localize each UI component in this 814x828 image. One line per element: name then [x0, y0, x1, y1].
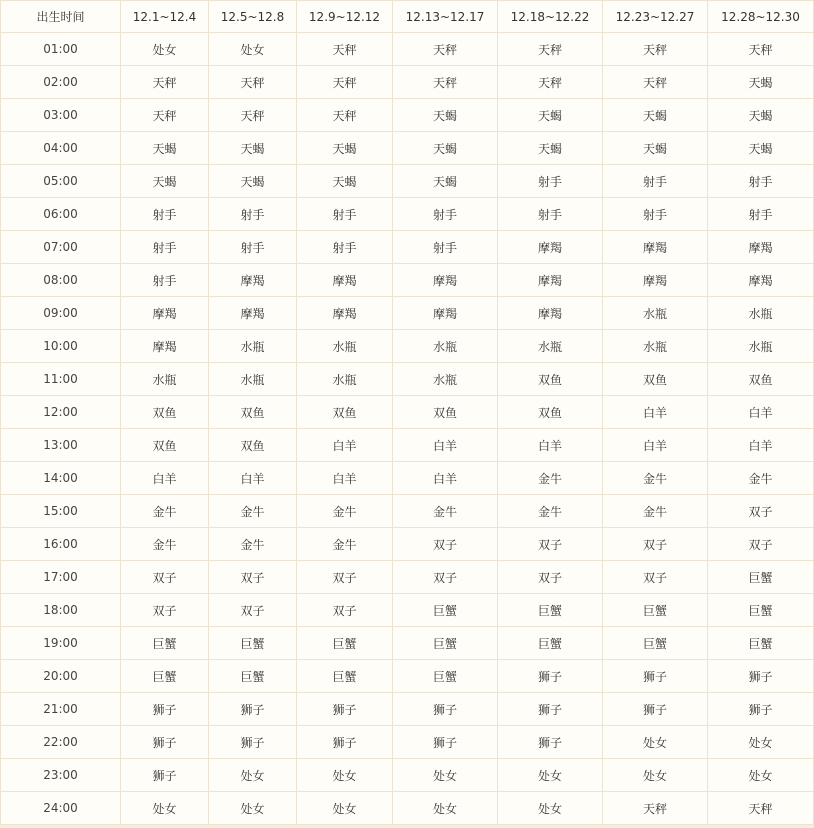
rising-sign-cell: 狮子 — [297, 693, 393, 726]
rising-sign-cell: 摩羯 — [393, 264, 498, 297]
rising-sign-cell: 金牛 — [603, 462, 708, 495]
table-row — [1, 495, 814, 528]
rising-sign-cell: 巨蟹 — [603, 627, 708, 660]
birth-time-cell: 03:00 — [1, 99, 121, 132]
rising-sign-cell: 处女 — [708, 726, 814, 759]
rising-sign-cell: 金牛 — [603, 495, 708, 528]
rising-sign-cell: 天秤 — [603, 66, 708, 99]
birth-time-cell: 19:00 — [1, 627, 121, 660]
table-row — [1, 132, 814, 165]
rising-sign-cell: 天蝎 — [708, 99, 814, 132]
table-row — [1, 396, 814, 429]
rising-sign-cell: 巨蟹 — [121, 627, 209, 660]
table-row — [1, 429, 814, 462]
rising-sign-cell: 射手 — [708, 198, 814, 231]
rising-sign-cell: 双鱼 — [121, 429, 209, 462]
table-row — [1, 231, 814, 264]
rising-sign-cell: 金牛 — [121, 528, 209, 561]
rising-sign-cell: 天蝎 — [393, 99, 498, 132]
rising-sign-cell: 天蝎 — [498, 132, 603, 165]
rising-sign-cell: 射手 — [603, 198, 708, 231]
rising-sign-cell: 摩羯 — [603, 231, 708, 264]
table-row — [1, 330, 814, 363]
rising-sign-cell: 巨蟹 — [209, 660, 297, 693]
rising-sign-cell: 狮子 — [603, 693, 708, 726]
rising-sign-cell: 摩羯 — [121, 297, 209, 330]
rising-sign-cell: 金牛 — [393, 495, 498, 528]
rising-sign-cell: 水瓶 — [393, 363, 498, 396]
rising-sign-cell: 摩羯 — [297, 264, 393, 297]
birth-time-cell: 09:00 — [1, 297, 121, 330]
rising-sign-cell: 金牛 — [209, 528, 297, 561]
rising-sign-cell: 狮子 — [209, 693, 297, 726]
birth-time-cell: 23:00 — [1, 759, 121, 792]
rising-sign-cell: 天蝎 — [708, 132, 814, 165]
rising-sign-cell: 双鱼 — [498, 363, 603, 396]
rising-sign-cell: 水瓶 — [603, 297, 708, 330]
rising-sign-cell: 天秤 — [121, 99, 209, 132]
rising-sign-cell: 双子 — [498, 561, 603, 594]
table-row — [1, 627, 814, 660]
table-row — [1, 693, 814, 726]
rising-sign-cell: 射手 — [121, 231, 209, 264]
rising-sign-cell: 巨蟹 — [393, 660, 498, 693]
rising-sign-cell: 天秤 — [708, 33, 814, 66]
rising-sign-cell: 水瓶 — [209, 330, 297, 363]
rising-sign-cell: 处女 — [121, 33, 209, 66]
rising-sign-cell: 天秤 — [603, 792, 708, 825]
rising-sign-cell: 摩羯 — [603, 264, 708, 297]
rising-sign-cell: 射手 — [121, 198, 209, 231]
table-header — [1, 1, 814, 33]
rising-sign-cell: 金牛 — [498, 462, 603, 495]
rising-sign-cell: 天蝎 — [209, 132, 297, 165]
rising-sign-cell: 射手 — [209, 198, 297, 231]
rising-sign-cell: 处女 — [209, 792, 297, 825]
rising-sign-cell: 狮子 — [393, 726, 498, 759]
rising-sign-cell: 双子 — [393, 561, 498, 594]
rising-sign-cell: 天蝎 — [708, 66, 814, 99]
table-row — [1, 594, 814, 627]
rising-sign-cell: 巨蟹 — [708, 594, 814, 627]
header-date-range: 12.5~12.8 — [209, 1, 297, 33]
rising-sign-cell: 双子 — [393, 528, 498, 561]
rising-sign-cell: 双鱼 — [708, 363, 814, 396]
rising-sign-cell: 狮子 — [393, 693, 498, 726]
rising-sign-cell: 白羊 — [121, 462, 209, 495]
header-date-range: 12.18~12.22 — [498, 1, 603, 33]
rising-sign-cell: 双鱼 — [603, 363, 708, 396]
rising-sign-cell: 天秤 — [498, 33, 603, 66]
rising-sign-cell: 双子 — [209, 594, 297, 627]
header-date-range: 12.28~12.30 — [708, 1, 814, 33]
rising-sign-cell: 狮子 — [498, 660, 603, 693]
rising-sign-cell: 金牛 — [297, 528, 393, 561]
rising-sign-cell: 双鱼 — [121, 396, 209, 429]
table-row — [1, 726, 814, 759]
rising-sign-cell: 白羊 — [708, 396, 814, 429]
rising-sign-cell: 双鱼 — [209, 429, 297, 462]
rising-sign-cell: 摩羯 — [297, 297, 393, 330]
rising-sign-cell: 双子 — [121, 594, 209, 627]
rising-sign-cell: 狮子 — [121, 726, 209, 759]
rising-sign-cell: 天蝎 — [297, 165, 393, 198]
rising-sign-cell: 天蝎 — [603, 99, 708, 132]
birth-time-cell: 22:00 — [1, 726, 121, 759]
rising-sign-cell: 双鱼 — [209, 396, 297, 429]
rising-sign-cell: 巨蟹 — [708, 627, 814, 660]
rising-sign-cell: 摩羯 — [708, 264, 814, 297]
rising-sign-cell: 金牛 — [297, 495, 393, 528]
rising-sign-cell: 巨蟹 — [297, 660, 393, 693]
rising-sign-cell: 天蝎 — [498, 99, 603, 132]
rising-sign-cell: 狮子 — [708, 660, 814, 693]
rising-sign-cell: 处女 — [498, 759, 603, 792]
rising-sign-cell: 摩羯 — [209, 297, 297, 330]
birth-time-cell: 15:00 — [1, 495, 121, 528]
header-row — [1, 1, 814, 33]
rising-sign-cell: 巨蟹 — [121, 660, 209, 693]
rising-sign-cell: 狮子 — [209, 726, 297, 759]
birth-time-cell: 05:00 — [1, 165, 121, 198]
birth-time-cell: 13:00 — [1, 429, 121, 462]
rising-sign-cell: 水瓶 — [297, 363, 393, 396]
rising-sign-cell: 处女 — [498, 792, 603, 825]
rising-sign-cell: 射手 — [393, 198, 498, 231]
birth-time-cell: 18:00 — [1, 594, 121, 627]
rising-sign-cell: 双子 — [121, 561, 209, 594]
birth-time-cell: 10:00 — [1, 330, 121, 363]
rising-sign-cell: 射手 — [297, 231, 393, 264]
header-date-range: 12.9~12.12 — [297, 1, 393, 33]
rising-sign-cell: 双鱼 — [393, 396, 498, 429]
rising-sign-cell: 天蝎 — [297, 132, 393, 165]
birth-time-cell: 06:00 — [1, 198, 121, 231]
rising-sign-cell: 水瓶 — [209, 363, 297, 396]
rising-sign-cell: 狮子 — [498, 726, 603, 759]
rising-sign-cell: 白羊 — [603, 429, 708, 462]
rising-sign-cell: 双子 — [603, 561, 708, 594]
rising-sign-cell: 摩羯 — [393, 297, 498, 330]
table-row — [1, 165, 814, 198]
rising-sign-cell: 水瓶 — [708, 330, 814, 363]
rising-sign-cell: 处女 — [393, 759, 498, 792]
rising-sign-cell: 白羊 — [393, 462, 498, 495]
rising-sign-cell: 双子 — [708, 495, 814, 528]
rising-sign-cell: 双子 — [498, 528, 603, 561]
rising-sign-cell: 双子 — [297, 561, 393, 594]
rising-sign-cell: 射手 — [393, 231, 498, 264]
table-row — [1, 528, 814, 561]
rising-sign-cell: 巨蟹 — [498, 594, 603, 627]
header-date-range: 12.1~12.4 — [121, 1, 209, 33]
rising-sign-cell: 巨蟹 — [297, 627, 393, 660]
rising-sign-cell: 天秤 — [297, 99, 393, 132]
table-row — [1, 33, 814, 66]
rising-sign-cell: 金牛 — [209, 495, 297, 528]
rising-sign-cell: 水瓶 — [297, 330, 393, 363]
rising-sign-cell: 处女 — [297, 759, 393, 792]
rising-sign-cell: 摩羯 — [708, 231, 814, 264]
birth-time-cell: 21:00 — [1, 693, 121, 726]
table-row — [1, 792, 814, 825]
birth-time-cell: 24:00 — [1, 792, 121, 825]
table-row — [1, 264, 814, 297]
rising-sign-cell: 处女 — [297, 792, 393, 825]
birth-time-cell: 20:00 — [1, 660, 121, 693]
table-body — [1, 33, 814, 825]
header-birth-time: 出生时间 — [1, 1, 121, 33]
rising-sign-cell: 巨蟹 — [708, 561, 814, 594]
rising-sign-cell: 天蝎 — [393, 165, 498, 198]
table-row — [1, 198, 814, 231]
rising-sign-cell: 水瓶 — [498, 330, 603, 363]
table-row — [1, 462, 814, 495]
rising-sign-cell: 狮子 — [603, 660, 708, 693]
rising-sign-cell: 天秤 — [297, 33, 393, 66]
rising-sign-cell: 射手 — [209, 231, 297, 264]
rising-sign-cell: 射手 — [121, 264, 209, 297]
table-row — [1, 297, 814, 330]
birth-time-cell: 08:00 — [1, 264, 121, 297]
rising-sign-cell: 天秤 — [393, 33, 498, 66]
rising-sign-cell: 白羊 — [297, 462, 393, 495]
rising-sign-cell: 金牛 — [498, 495, 603, 528]
rising-sign-cell: 狮子 — [498, 693, 603, 726]
rising-sign-cell: 处女 — [121, 792, 209, 825]
header-date-range: 12.23~12.27 — [603, 1, 708, 33]
rising-sign-cell: 天秤 — [209, 99, 297, 132]
rising-sign-cell: 白羊 — [498, 429, 603, 462]
rising-sign-cell: 金牛 — [121, 495, 209, 528]
rising-sign-cell: 双子 — [603, 528, 708, 561]
rising-sign-cell: 巨蟹 — [393, 627, 498, 660]
rising-sign-cell: 摩羯 — [498, 231, 603, 264]
table-row — [1, 759, 814, 792]
rising-sign-cell: 巨蟹 — [498, 627, 603, 660]
rising-sign-cell: 处女 — [603, 759, 708, 792]
table-row — [1, 660, 814, 693]
rising-sign-cell: 摩羯 — [498, 264, 603, 297]
rising-sign-cell: 水瓶 — [708, 297, 814, 330]
table-row — [1, 66, 814, 99]
rising-sign-cell: 双鱼 — [498, 396, 603, 429]
rising-sign-cell: 天蝎 — [121, 132, 209, 165]
rising-sign-cell: 巨蟹 — [393, 594, 498, 627]
birth-time-cell: 01:00 — [1, 33, 121, 66]
rising-sign-cell: 处女 — [603, 726, 708, 759]
rising-sign-cell: 处女 — [209, 33, 297, 66]
rising-sign-cell: 处女 — [209, 759, 297, 792]
rising-sign-cell: 双子 — [297, 594, 393, 627]
rising-sign-cell: 天秤 — [498, 66, 603, 99]
birth-time-cell: 12:00 — [1, 396, 121, 429]
rising-sign-cell: 双子 — [209, 561, 297, 594]
rising-sign-cell: 狮子 — [708, 693, 814, 726]
birth-time-cell: 16:00 — [1, 528, 121, 561]
table-row — [1, 99, 814, 132]
rising-sign-cell: 水瓶 — [121, 363, 209, 396]
rising-sign-cell: 狮子 — [121, 759, 209, 792]
rising-sign-cell: 天秤 — [209, 66, 297, 99]
rising-sign-cell: 摩羯 — [498, 297, 603, 330]
rising-sign-cell: 天秤 — [603, 33, 708, 66]
rising-sign-cell: 天秤 — [297, 66, 393, 99]
rising-sign-cell: 射手 — [498, 165, 603, 198]
table-row — [1, 363, 814, 396]
rising-sign-cell: 射手 — [603, 165, 708, 198]
birth-time-cell: 11:00 — [1, 363, 121, 396]
rising-sign-cell: 金牛 — [708, 462, 814, 495]
rising-sign-cell: 狮子 — [121, 693, 209, 726]
rising-sign-cell: 双鱼 — [297, 396, 393, 429]
rising-sign-cell: 天蝎 — [603, 132, 708, 165]
rising-sign-cell: 射手 — [498, 198, 603, 231]
birth-time-cell: 02:00 — [1, 66, 121, 99]
header-date-range: 12.13~12.17 — [393, 1, 498, 33]
rising-sign-cell: 白羊 — [708, 429, 814, 462]
rising-sign-cell: 处女 — [393, 792, 498, 825]
rising-sign-cell: 天蝎 — [393, 132, 498, 165]
rising-sign-cell: 水瓶 — [603, 330, 708, 363]
rising-sign-cell: 射手 — [297, 198, 393, 231]
rising-sign-cell: 天秤 — [708, 792, 814, 825]
birth-time-cell: 14:00 — [1, 462, 121, 495]
birth-time-cell: 17:00 — [1, 561, 121, 594]
rising-sign-cell: 白羊 — [393, 429, 498, 462]
rising-sign-cell: 处女 — [708, 759, 814, 792]
table-row — [1, 561, 814, 594]
rising-sign-cell: 双子 — [708, 528, 814, 561]
rising-sign-cell: 巨蟹 — [603, 594, 708, 627]
rising-sign-cell: 摩羯 — [121, 330, 209, 363]
rising-sign-cell: 狮子 — [297, 726, 393, 759]
rising-sign-cell: 白羊 — [603, 396, 708, 429]
rising-sign-cell: 白羊 — [209, 462, 297, 495]
birth-time-cell: 04:00 — [1, 132, 121, 165]
rising-sign-cell: 天蝎 — [121, 165, 209, 198]
birth-time-cell: 07:00 — [1, 231, 121, 264]
rising-sign-cell: 摩羯 — [209, 264, 297, 297]
rising-sign-cell: 天秤 — [121, 66, 209, 99]
rising-sign-cell: 巨蟹 — [209, 627, 297, 660]
rising-sign-cell: 射手 — [708, 165, 814, 198]
rising-sign-cell: 天秤 — [393, 66, 498, 99]
rising-sign-cell: 白羊 — [297, 429, 393, 462]
rising-sign-cell: 水瓶 — [393, 330, 498, 363]
rising-sign-cell: 天蝎 — [209, 165, 297, 198]
